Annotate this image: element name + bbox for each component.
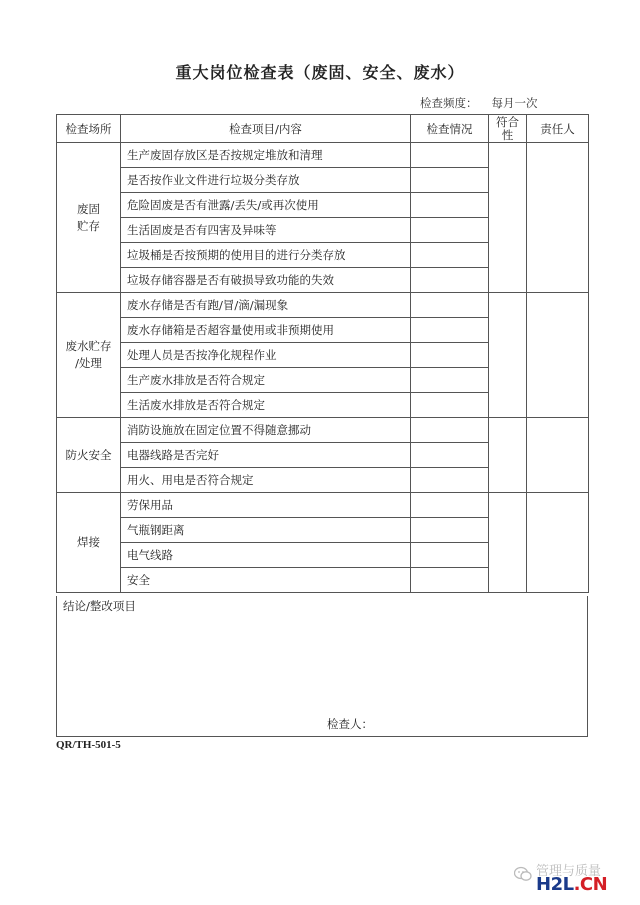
check-item-cell: 垃圾存储容器是否有破损导致功能的失效 xyxy=(121,268,411,293)
check-status-cell[interactable] xyxy=(411,293,489,318)
table-header-row xyxy=(57,115,589,143)
check-status-cell[interactable] xyxy=(411,468,489,493)
check-location-cell: 废固 贮存 xyxy=(57,143,121,293)
check-status-cell[interactable] xyxy=(411,318,489,343)
check-status-cell[interactable] xyxy=(411,243,489,268)
check-item-cell: 消防设施放在固定位置不得随意挪动 xyxy=(121,418,411,443)
header-compliant: 符合性 xyxy=(489,115,527,143)
document-title: 重大岗位检查表（废固、安全、废水） xyxy=(175,63,465,82)
check-item-cell: 危险固废是否有泄露/丢失/或再次使用 xyxy=(121,193,411,218)
check-item-cell: 气瓶钢距离 xyxy=(121,518,411,543)
check-item-cell: 废水存储是否有跑/冒/滴/漏现象 xyxy=(121,293,411,318)
header-place: 检查场所 xyxy=(57,115,121,143)
table-row xyxy=(57,418,589,443)
check-item-cell: 垃圾桶是否按预期的使用目的进行分类存放 xyxy=(121,243,411,268)
check-status-cell[interactable] xyxy=(411,393,489,418)
compliance-cell[interactable] xyxy=(489,493,527,593)
wechat-icon xyxy=(514,866,532,882)
check-location-cell: 防火安全 xyxy=(57,418,121,493)
table-row xyxy=(57,293,589,318)
watermark-text: 管理与质量 xyxy=(536,864,602,879)
check-status-cell[interactable] xyxy=(411,343,489,368)
check-item-cell: 电气线路 xyxy=(121,543,411,568)
compliance-cell[interactable] xyxy=(489,293,527,418)
check-status-cell[interactable] xyxy=(411,218,489,243)
header-owner: 责任人 xyxy=(527,115,589,143)
check-item-cell: 用火、用电是否符合规定 xyxy=(121,468,411,493)
form-code: QR/TH-501-5 xyxy=(56,739,121,751)
check-status-cell[interactable] xyxy=(411,368,489,393)
check-status-cell[interactable] xyxy=(411,518,489,543)
frequency-value: 每月一次 xyxy=(491,96,538,110)
check-status-cell[interactable] xyxy=(411,193,489,218)
check-status-cell[interactable] xyxy=(411,568,489,593)
frequency-label: 检查频度： xyxy=(420,96,478,110)
check-item-cell: 是否按作业文件进行垃圾分类存放 xyxy=(121,168,411,193)
check-item-cell: 生活废水排放是否符合规定 xyxy=(121,393,411,418)
watermark xyxy=(506,860,636,896)
check-item-cell: 生活固废是否有四害及异味等 xyxy=(121,218,411,243)
table-row xyxy=(57,143,589,168)
conclusion-label: 结论/整改项目 xyxy=(63,599,136,613)
check-status-cell[interactable] xyxy=(411,418,489,443)
check-item-cell: 废水存储箱是否超容量使用或非预期使用 xyxy=(121,318,411,343)
compliance-cell[interactable] xyxy=(489,418,527,493)
check-item-cell: 处理人员是否按净化规程作业 xyxy=(121,343,411,368)
check-item-cell: 电器线路是否完好 xyxy=(121,443,411,468)
inspector-label: 检查人： xyxy=(327,717,373,731)
inspection-table xyxy=(56,114,589,593)
owner-cell[interactable] xyxy=(527,418,589,493)
check-status-cell[interactable] xyxy=(411,268,489,293)
check-status-cell[interactable] xyxy=(411,143,489,168)
check-status-cell[interactable] xyxy=(411,168,489,193)
table-row xyxy=(57,493,589,518)
inspection-frequency xyxy=(420,95,580,111)
owner-cell[interactable] xyxy=(527,293,589,418)
check-location-cell: 焊接 xyxy=(57,493,121,593)
check-status-cell[interactable] xyxy=(411,443,489,468)
owner-cell[interactable] xyxy=(527,493,589,593)
compliance-cell[interactable] xyxy=(489,143,527,293)
check-location-cell: 废水贮存 /处理 xyxy=(57,293,121,418)
site-logo: H2L.CN xyxy=(536,874,608,895)
check-item-cell: 安全 xyxy=(121,568,411,593)
check-status-cell[interactable] xyxy=(411,543,489,568)
header-status: 检查情况 xyxy=(411,115,489,143)
check-item-cell: 生产废固存放区是否按规定堆放和清理 xyxy=(121,143,411,168)
owner-cell[interactable] xyxy=(527,143,589,293)
check-item-cell: 生产废水排放是否符合规定 xyxy=(121,368,411,393)
header-item: 检查项目/内容 xyxy=(121,115,411,143)
check-status-cell[interactable] xyxy=(411,493,489,518)
check-item-cell: 劳保用品 xyxy=(121,493,411,518)
conclusion-box xyxy=(56,596,588,737)
